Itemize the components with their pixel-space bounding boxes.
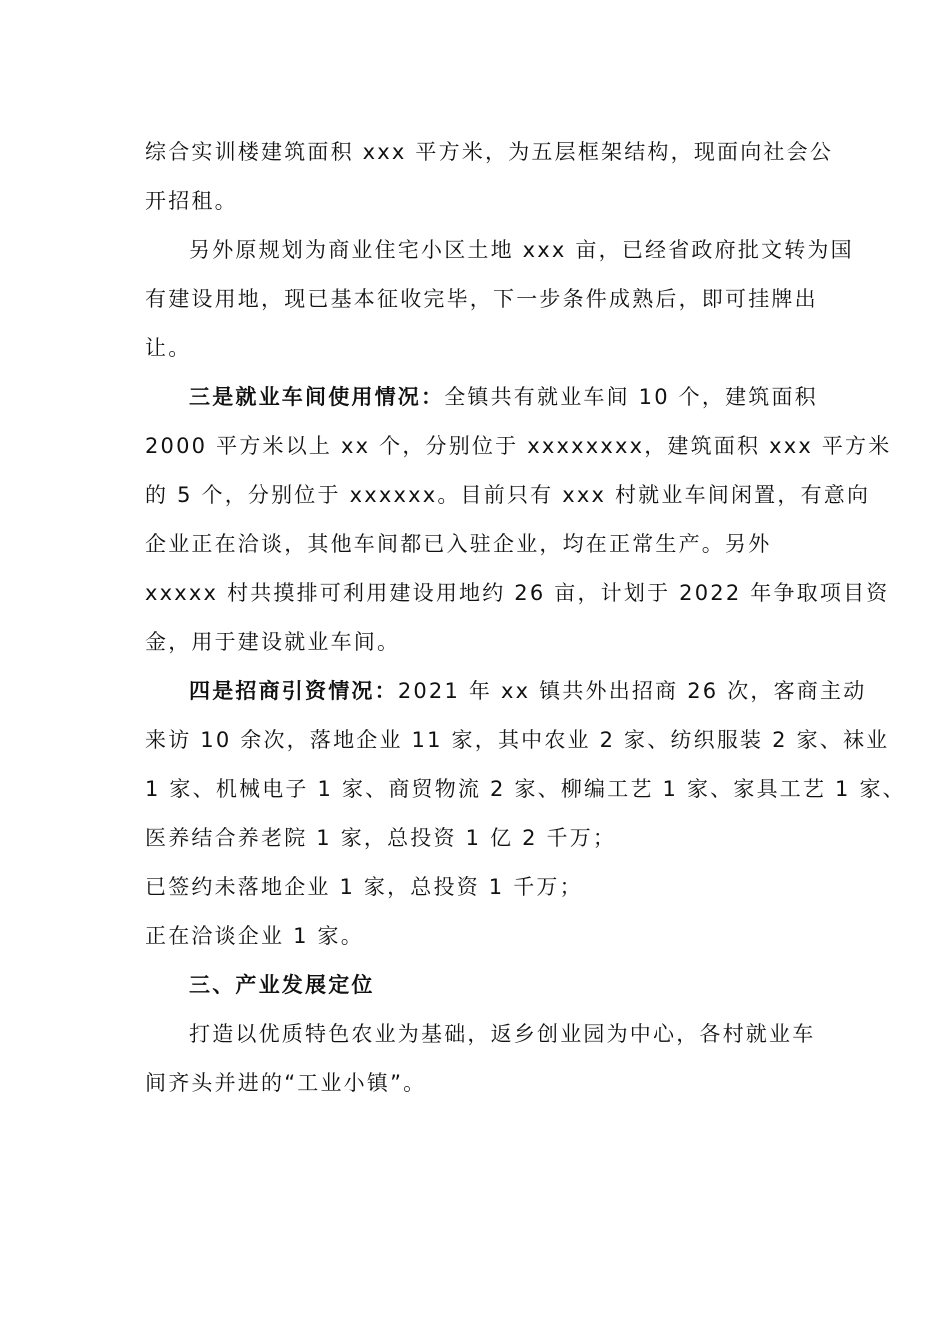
- section-heading: [145, 961, 815, 1010]
- paragraph-employment-workshops: [145, 373, 892, 667]
- document-body: [145, 128, 906, 1108]
- text-span: 全镇共有就业车间 10 个，建筑面积: [444, 385, 818, 409]
- text-line: 综合实训楼建筑面积 xxx 平方米，为五层框架结构，现面向社会公: [145, 140, 834, 164]
- text-span: 2021 年 xx 镇共外出招商 26 次，客商主动: [397, 679, 867, 703]
- paragraph-residential-land: [145, 226, 854, 373]
- text-line: 让。: [145, 336, 192, 360]
- text-line: [145, 373, 818, 422]
- text-line: 打造以优质特色农业为基础，返乡创业园为中心，各村就业车: [189, 1022, 816, 1046]
- text-line: 1 家、机械电子 1 家、商贸物流 2 家、柳编工艺 1 家、家具工艺 1 家、: [145, 777, 906, 801]
- text-line: 企业正在洽谈，其他车间都已入驻企业，均在正常生产。另外: [145, 532, 772, 556]
- text-line: xxxxx 村共摸排可利用建设用地约 26 亩，计划于 2022 年争取项目资: [145, 581, 890, 605]
- text-line: 的 5 个，分别位于 xxxxxx。目前只有 xxx 村就业车间闲置，有意向: [145, 483, 871, 507]
- text-line: [145, 667, 867, 716]
- text-line: 医养结合养老院 1 家，总投资 1 亿 2 千万；: [145, 826, 617, 850]
- paragraph-investment: [145, 667, 906, 863]
- text-line: 有建设用地，现已基本征收完毕，下一步条件成熟后，即可挂牌出: [145, 287, 818, 311]
- text-line: 金，用于建设就业车间。: [145, 630, 401, 654]
- text-line: 2000 平方米以上 xx 个，分别位于 xxxxxxxx，建筑面积 xxx 平方米: [145, 434, 892, 458]
- text-line: 已签约未落地企业 1 家，总投资 1 千万；: [145, 875, 583, 899]
- paragraph-heading: 四是招商引资情况：: [189, 679, 398, 703]
- text-line: 来访 10 余次，落地企业 11 家，其中农业 2 家、纺织服装 2 家、袜业: [145, 728, 890, 752]
- paragraph-signed-enterprise: [145, 863, 815, 912]
- paragraph-training-building: [145, 128, 834, 226]
- text-line: 开招租。: [145, 189, 238, 213]
- text-line: 正在洽谈企业 1 家。: [145, 924, 364, 948]
- paragraph-heading: 三是就业车间使用情况：: [189, 385, 445, 409]
- section-title: 三、产业发展定位: [189, 973, 375, 997]
- paragraph-industry-positioning: [145, 1010, 815, 1108]
- paragraph-negotiating-enterprise: [145, 912, 815, 961]
- text-line: 间齐头并进的“工业小镇”。: [145, 1071, 427, 1095]
- text-line: 另外原规划为商业住宅小区土地 xxx 亩，已经省政府批文转为国: [189, 238, 854, 262]
